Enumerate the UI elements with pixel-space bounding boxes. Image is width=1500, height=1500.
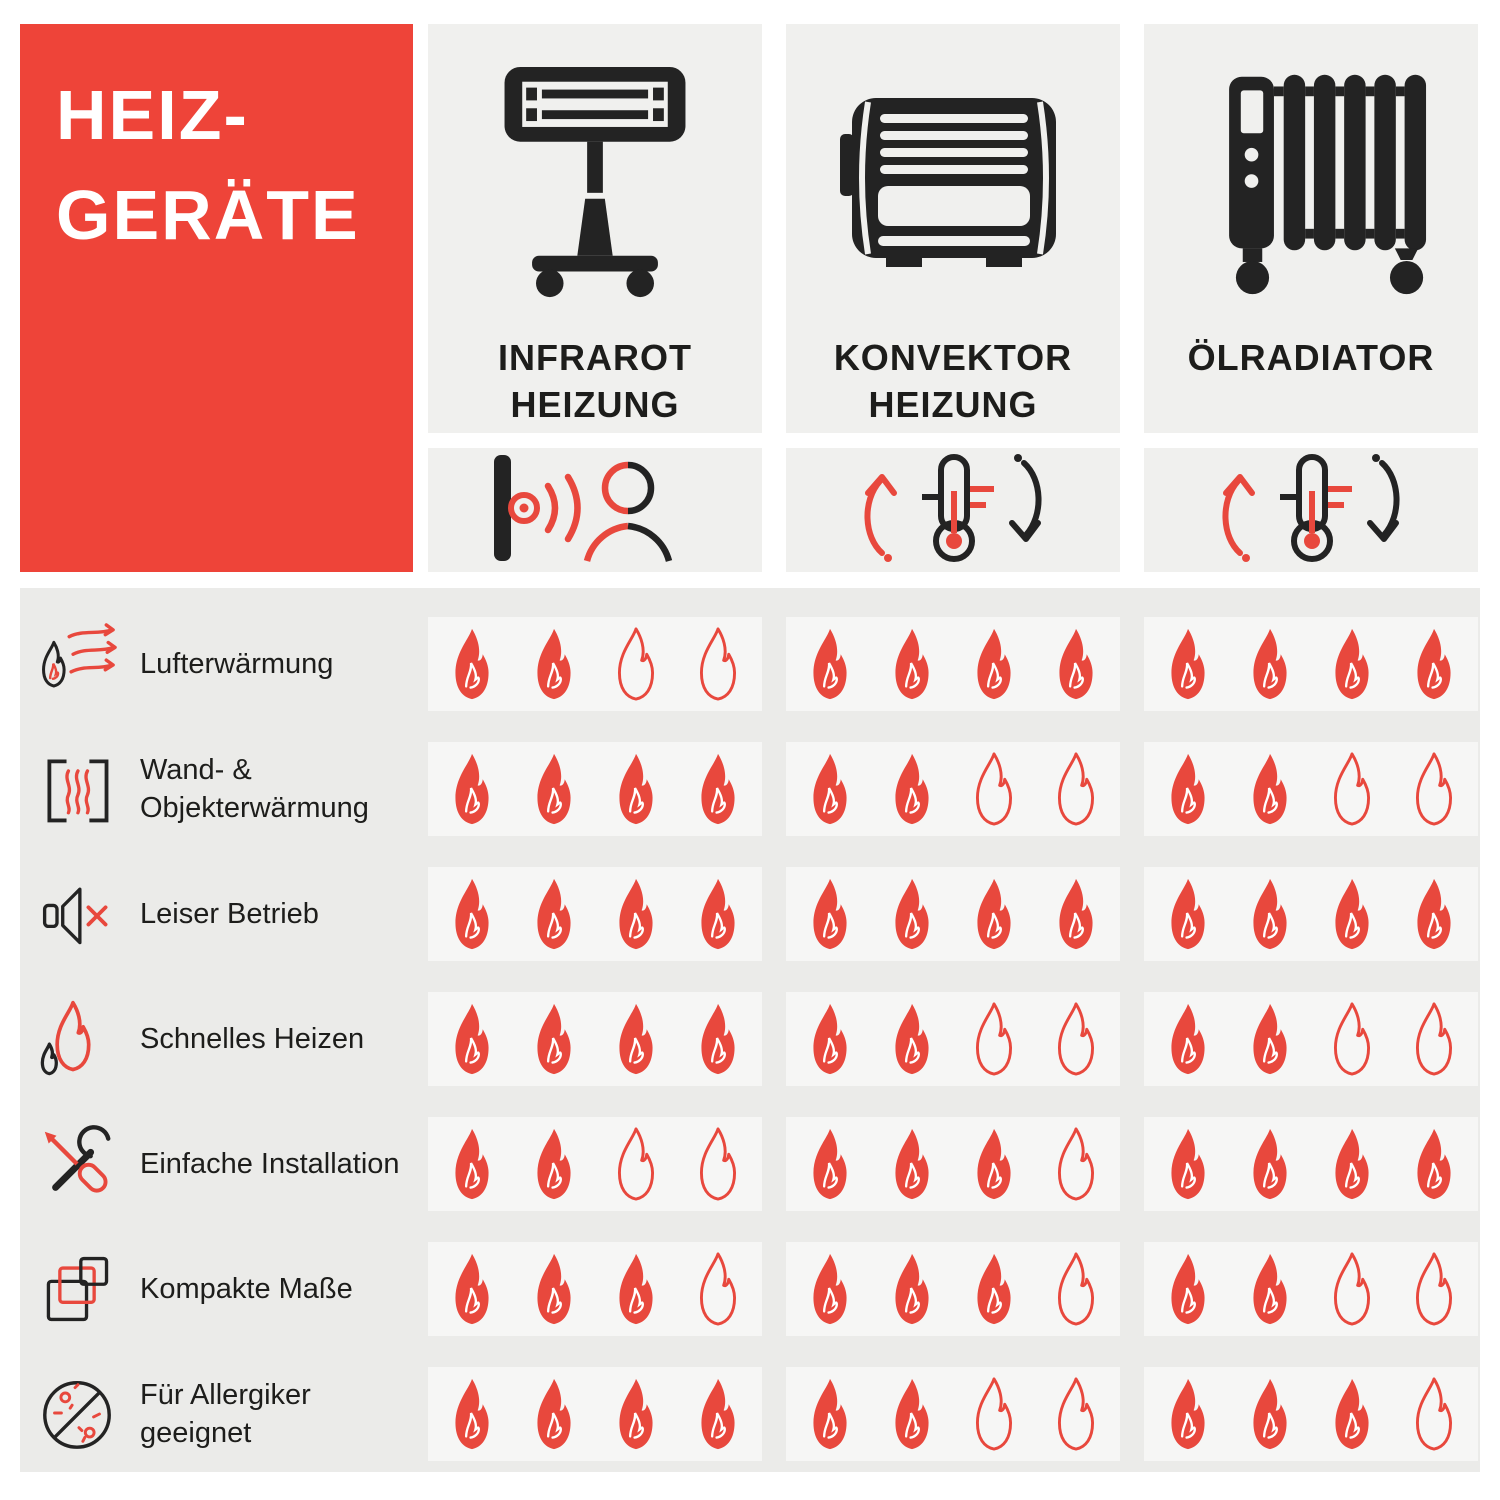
- title-box: [20, 24, 413, 572]
- rating-cell-schnelles-heizen-oelradiator: [1144, 992, 1478, 1086]
- rating-cell-kompakte-masse-infrarot-heizung: [428, 1242, 762, 1336]
- column-title-line: HEIZUNG: [868, 384, 1038, 425]
- flame-icon-filled: [807, 1376, 853, 1452]
- tools-wrench-screwdriver-icon: [36, 1123, 118, 1205]
- rating-cell-lufterwaermung-konvektor-heizung: [786, 617, 1120, 711]
- flame-icon-outline: [1053, 1251, 1099, 1327]
- flame-icon-outline: [971, 751, 1017, 827]
- rating-cell-schnelles-heizen-konvektor-heizung: [786, 992, 1120, 1086]
- flame-icon-filled: [971, 1126, 1017, 1202]
- rating-cell-wand-objekterwaermung-konvektor-heizung: [786, 742, 1120, 836]
- speaker-muted-icon: [36, 873, 118, 955]
- column-title-infrarot-heizung: [428, 334, 762, 428]
- feature-label-line: Leiser Betrieb: [140, 898, 319, 930]
- flame-icon-outline: [695, 626, 741, 702]
- mode-tile-infrarot-heizung: [428, 448, 762, 572]
- rating-cell-fuer-allergiker-infrarot-heizung: [428, 1367, 762, 1461]
- feature-label: [140, 1145, 400, 1183]
- flame-icon-filled: [889, 1126, 935, 1202]
- flame-icon-filled: [807, 1251, 853, 1327]
- flame-icon-outline: [1329, 1251, 1375, 1327]
- feature-label-line: Für Allergiker: [140, 1379, 311, 1411]
- flame-icon-filled: [449, 1001, 495, 1077]
- flame-icon-filled: [1247, 876, 1293, 952]
- page-title-line1: HEIZ-: [56, 76, 249, 154]
- mode-tile-oelradiator: [1144, 448, 1478, 572]
- flame-icon-filled: [613, 1001, 659, 1077]
- rating-cell-lufterwaermung-oelradiator: [1144, 617, 1478, 711]
- column-title-line: INFRAROT: [498, 337, 692, 378]
- flame-icon-filled: [1411, 1126, 1457, 1202]
- feature-label: [140, 751, 369, 827]
- flame-icon-outline: [1411, 1001, 1457, 1077]
- feature-label-line: Objekterwärmung: [140, 792, 369, 824]
- flame-icon-filled: [971, 876, 1017, 952]
- flame-icon-outline: [1053, 1126, 1099, 1202]
- flame-icon-outline: [1411, 1376, 1457, 1452]
- flame-icon-filled: [1411, 626, 1457, 702]
- flame-icon-filled: [807, 876, 853, 952]
- flame-icon-outline: [1329, 751, 1375, 827]
- flame-icon-filled: [1165, 1001, 1211, 1077]
- flame-icon-filled: [1165, 626, 1211, 702]
- allergy-friendly-icon: [36, 1373, 118, 1455]
- flame-icon-filled: [449, 751, 495, 827]
- flame-icon-outline: [1053, 1376, 1099, 1452]
- flame-icon-filled: [807, 1126, 853, 1202]
- flame-icon-filled: [1329, 876, 1375, 952]
- rating-cell-lufterwaermung-infrarot-heizung: [428, 617, 762, 711]
- flame-icon-outline: [695, 1126, 741, 1202]
- flame-icon-filled: [1165, 876, 1211, 952]
- rating-cell-schnelles-heizen-infrarot-heizung: [428, 992, 762, 1086]
- flame-icon-filled: [889, 751, 935, 827]
- flame-icon-filled: [971, 626, 1017, 702]
- rating-cell-leiser-betrieb-infrarot-heizung: [428, 867, 762, 961]
- flame-icon-filled: [695, 876, 741, 952]
- rating-cell-einfache-installation-oelradiator: [1144, 1117, 1478, 1211]
- flame-icon-filled: [807, 751, 853, 827]
- flame-icon-outline: [971, 1001, 1017, 1077]
- feature-label-line: Lufterwärmung: [140, 648, 334, 680]
- rating-cell-einfache-installation-infrarot-heizung: [428, 1117, 762, 1211]
- column-header-infrarot-heizung: [428, 24, 762, 433]
- flame-icon-filled: [1247, 1126, 1293, 1202]
- flame-icon-filled: [613, 751, 659, 827]
- flame-icon-outline: [971, 1376, 1017, 1452]
- flame-icon-filled: [971, 1251, 1017, 1327]
- feature-row-lufterwaermung: [36, 617, 416, 711]
- oil-radiator-icon: [1144, 38, 1478, 328]
- column-title-konvektor-heizung: [786, 334, 1120, 428]
- feature-label-line: Kompakte Maße: [140, 1273, 353, 1305]
- convector-heater-icon: [786, 38, 1120, 328]
- flame-icon-filled: [1165, 751, 1211, 827]
- flame-icon-filled: [807, 1001, 853, 1077]
- air-circulation-thermometer-icon: [1196, 453, 1426, 568]
- feature-label: [140, 1020, 364, 1058]
- flame-icon-filled: [889, 1376, 935, 1452]
- flame-air-arrows-icon: [36, 623, 118, 705]
- flame-icon-filled: [695, 751, 741, 827]
- flame-icon-outline: [613, 626, 659, 702]
- flame-icon-outline: [613, 1126, 659, 1202]
- feature-label-line: Schnelles Heizen: [140, 1023, 365, 1055]
- rating-cell-einfache-installation-konvektor-heizung: [786, 1117, 1120, 1211]
- feature-label-line: Wand- &: [140, 754, 252, 786]
- feature-label: [140, 1270, 353, 1308]
- rating-cell-fuer-allergiker-oelradiator: [1144, 1367, 1478, 1461]
- wall-heat-waves-icon: [36, 748, 118, 830]
- infrared-heater-icon: [428, 38, 762, 328]
- flame-icon-filled: [449, 1126, 495, 1202]
- flame-icon-filled: [1411, 876, 1457, 952]
- rating-cell-leiser-betrieb-konvektor-heizung: [786, 867, 1120, 961]
- flame-icon-filled: [1247, 626, 1293, 702]
- flame-icon-filled: [889, 1251, 935, 1327]
- flame-icon-outline: [1053, 751, 1099, 827]
- feature-row-wand-objekterwaermung: [36, 742, 416, 836]
- flame-icon-filled: [1165, 1126, 1211, 1202]
- column-header-oelradiator: [1144, 24, 1478, 433]
- column-header-konvektor-heizung: [786, 24, 1120, 433]
- flame-icon-filled: [1329, 626, 1375, 702]
- flame-icon-filled: [1053, 626, 1099, 702]
- flame-icon-filled: [449, 876, 495, 952]
- flame-icon-filled: [1329, 1126, 1375, 1202]
- flame-icon-filled: [531, 751, 577, 827]
- flame-icon-filled: [613, 876, 659, 952]
- flame-icon-filled: [1247, 1376, 1293, 1452]
- column-title-line: KONVEKTOR: [833, 337, 1073, 378]
- flame-icon-filled: [695, 1376, 741, 1452]
- feature-row-schnelles-heizen: [36, 992, 416, 1086]
- flame-icon-outline: [1053, 1001, 1099, 1077]
- flame-icon-filled: [1165, 1376, 1211, 1452]
- air-circulation-thermometer-icon: [838, 453, 1068, 568]
- rating-cell-kompakte-masse-oelradiator: [1144, 1242, 1478, 1336]
- feature-label: [140, 645, 333, 683]
- rating-cell-kompakte-masse-konvektor-heizung: [786, 1242, 1120, 1336]
- feature-label: [140, 895, 319, 933]
- rating-cell-fuer-allergiker-konvektor-heizung: [786, 1367, 1120, 1461]
- flame-icon-filled: [695, 1001, 741, 1077]
- column-title-oelradiator: [1144, 334, 1478, 381]
- flame-icon-filled: [1165, 1251, 1211, 1327]
- flame-icon-filled: [1247, 1251, 1293, 1327]
- flame-icon-filled: [449, 1376, 495, 1452]
- flame-icon-filled: [449, 626, 495, 702]
- column-title-line: HEIZUNG: [510, 384, 680, 425]
- radiant-heat-person-icon: [480, 453, 710, 568]
- rating-cell-wand-objekterwaermung-infrarot-heizung: [428, 742, 762, 836]
- flame-icon-filled: [1247, 1001, 1293, 1077]
- mode-tile-konvektor-heizung: [786, 448, 1120, 572]
- flame-icon-filled: [889, 626, 935, 702]
- rating-cell-wand-objekterwaermung-oelradiator: [1144, 742, 1478, 836]
- flame-icon-filled: [1247, 751, 1293, 827]
- column-title-line: ÖLRADIATOR: [1187, 337, 1435, 378]
- feature-row-kompakte-masse: [36, 1242, 416, 1336]
- flame-icon-filled: [531, 876, 577, 952]
- fast-flame-icon: [36, 998, 118, 1080]
- flame-icon-filled: [613, 1251, 659, 1327]
- flame-icon-filled: [531, 1001, 577, 1077]
- feature-label: [140, 1376, 311, 1452]
- flame-icon-outline: [1411, 751, 1457, 827]
- feature-row-fuer-allergiker: [36, 1367, 416, 1461]
- flame-icon-filled: [531, 1376, 577, 1452]
- flame-icon-filled: [1053, 876, 1099, 952]
- compact-squares-icon: [36, 1248, 118, 1330]
- flame-icon-filled: [889, 876, 935, 952]
- flame-icon-filled: [531, 626, 577, 702]
- feature-label-line: Einfache Installation: [140, 1148, 400, 1180]
- flame-icon-outline: [1329, 1001, 1375, 1077]
- flame-icon-filled: [531, 1126, 577, 1202]
- feature-row-leiser-betrieb: [36, 867, 416, 961]
- flame-icon-filled: [889, 1001, 935, 1077]
- feature-label-line: geeignet: [140, 1417, 252, 1449]
- feature-row-einfache-installation: [36, 1117, 416, 1211]
- flame-icon-filled: [613, 1376, 659, 1452]
- page-title-line2: GERÄTE: [56, 176, 360, 254]
- flame-icon-filled: [807, 626, 853, 702]
- flame-icon-outline: [695, 1251, 741, 1327]
- flame-icon-filled: [449, 1251, 495, 1327]
- flame-icon-filled: [1329, 1376, 1375, 1452]
- flame-icon-outline: [1411, 1251, 1457, 1327]
- flame-icon-filled: [531, 1251, 577, 1327]
- rating-cell-leiser-betrieb-oelradiator: [1144, 867, 1478, 961]
